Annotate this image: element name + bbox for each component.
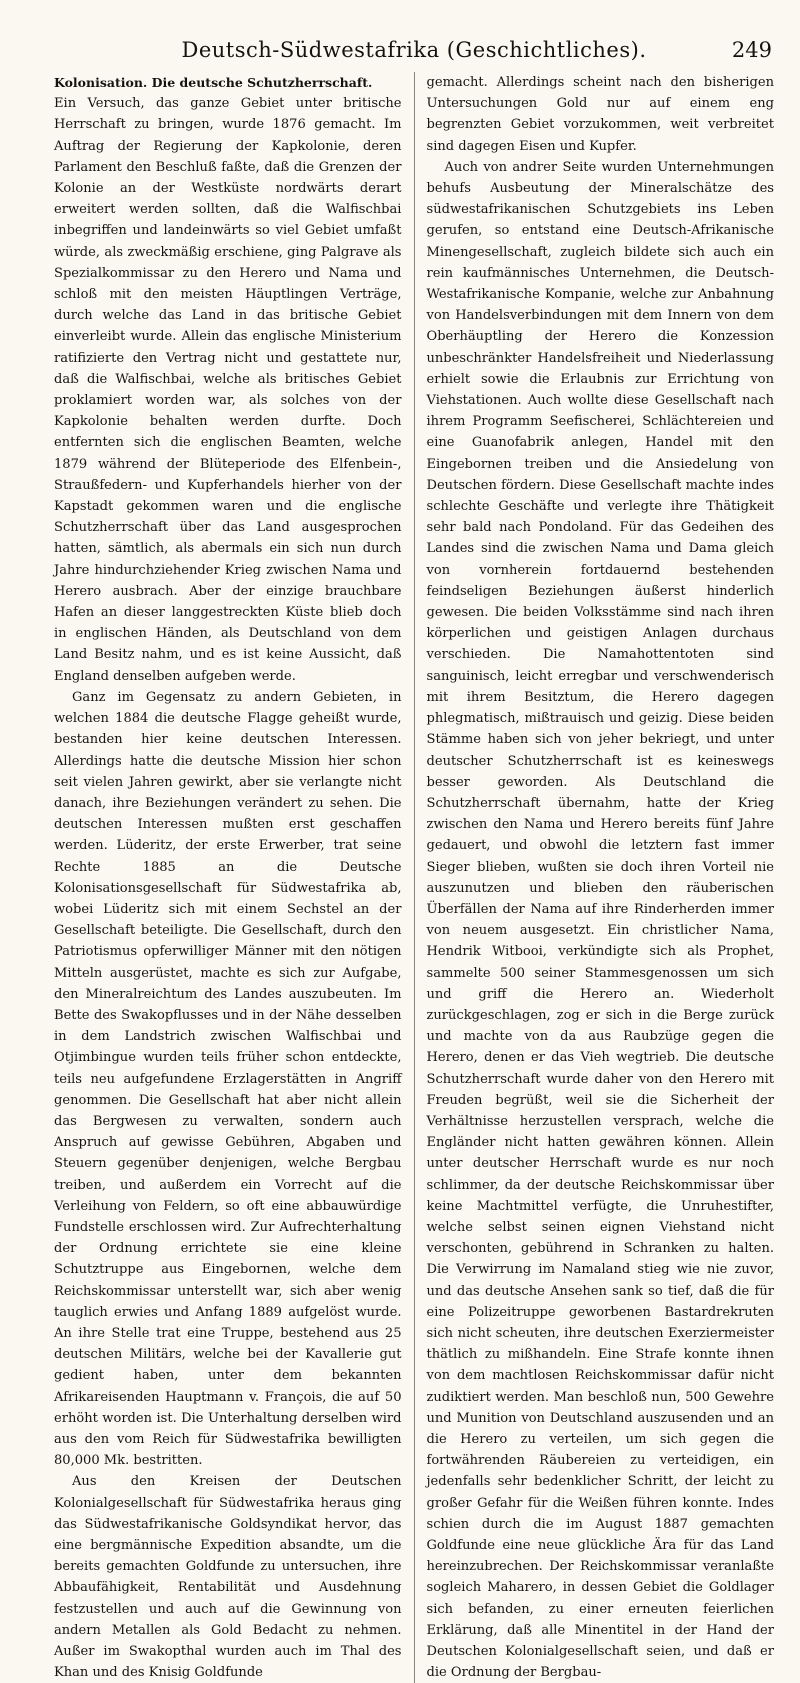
right-column [427, 72, 775, 1683]
paragraph: Ganz im Gegensatz zu andern Gebieten, in welchen 1884 die deutsche Flagge geheißt wurde, bestanden hier keine deutschen Interessen. Allerdings hatte die deutsche Mission hier schon seit vielen Jahren gewirkt, aber sie verlangte nicht danach, ihre Beziehungen verändert zu sehen. Die deutschen Interessen mußten erst geschaffen werden. Lüderitz, der erste Erwerber, trat seine Rechte 1885 an die Deutsche Kolonisationsgesellschaft für Südwestafrika ab, wobei Lüderitz sich mit einem Sechstel an der Gesellschaft beteiligte. Die Gesellschaft, durch den Patriotismus opferwilliger Männer mit den nötigen Mitteln ausgerüstet, machte es sich zur Aufgabe, den Mineralreichtum des Landes auszubeuten. Im Bette des Swakopflusses und in der Nähe desselben in dem Landstrich zwischen Walfischbai und Otjimbingue wurden teils früher schon entdeckte, teils neu aufgefundene Erzlagerstätten in Angriff genommen. Die Gesellschaft hat aber nicht allein das Bergwesen zu verwalten, sondern auch Anspruch auf gewisse Gebühren, Abgaben und Steuern gegenüber denjenigen, welche Bergbau treiben, und außerdem ein Vorrecht auf die Verleihung von Feldern, so oft eine abbauwürdige Fundstelle erschlossen wird. Zur Aufrechterhaltung der Ordnung errichtete sie eine kleine Schutztruppe aus Eingebornen, welche dem Reichskommissar unterstellt war, sich aber wenig tauglich erwies und Anfang 1889 aufgelöst wurde. An ihre Stelle trat eine Truppe, bestehend aus 25 deutschen Militärs, welche bei der Kavallerie gut gedient haben, unter dem bekannten Afrikareisenden Hauptmann v. François, die auf 50 erhöht worden ist. Die Unterhaltung derselben wird aus den vom Reich für Südwestafrika bewilligten 80,000 Mk. bestritten. [54, 689, 402, 1469]
column-divider [414, 72, 415, 1683]
paragraph: gemacht. Allerdings scheint nach den bisherigen Untersuchungen Gold nur auf einem eng begrenzten Gebiet vorzukommen, weit verbreitet sind dagegen Eisen und Kupfer. [426, 75, 774, 154]
section-heading: Kolonisation. Die deutsche Schutzherrschaft. [54, 75, 373, 90]
running-title: Deutsch-Südwestafrika (Geschichtliches). [181, 38, 647, 62]
page-number: 249 [731, 38, 772, 62]
left-column [54, 72, 402, 1683]
two-column-body [54, 72, 774, 1683]
paragraph: Aus den Kreisen der Deutschen Kolonialgesellschaft für Südwestafrika heraus ging das Südwestafrikanische Goldsyndikat hervor, das eine bergmännische Expedition absandte, um die bereits gemachten Goldfunde zu untersuchen, ihre Abbaufähigkeit, Rentabilität und Ausdehnung festzustellen und auch auf die Gewinnung von andern Metallen als Gold Bedacht zu nehmen. Außer im Swakopthal wurden auch im Thal des Khan und des Knisig Goldfunde [54, 1474, 402, 1681]
paragraph: Ein Versuch, das ganze Gebiet unter britische Herrschaft zu bringen, wurde 1876 gemacht. Im Auftrag der Regierung der Kapkolonie, deren Parlament den Beschluß faßte, daß die Grenzen der Kolonie an der Westküste nordwärts derart erweitert werden sollten, daß die Walfischbai inbegriffen und landeinwärts so viel Gebiet umfaßt würde, als zweckmäßig erschiene, ging Palgrave als Spezialkommissar zu den Herero und Nama und schloß mit den meisten Häuptlingen Verträge, durch welche das Land in das britische Gebiet einverleibt wurde. Allein das englische Ministerium ratifizierte den Vertrag nicht und gestattete nur, daß die Walfischbai, welche als britisches Gebiet proklamiert worden war, als solches von der Kapkolonie behalten werden durfte. Doch entfernten sich die englischen Beamten, welche 1879 während der Blüteperiode des Elfenbein-, Straußfedern- und Kupferhandels hierher von der Kapstadt gekommen waren und die englische Schutzherrschaft über das Land ausgesprochen hatten, sämtlich, als abermals ein sich nun durch Jahre hindurchziehender Krieg zwischen Nama und Herero ausbrach. Aber der einzige brauchbare Hafen an dieser langgestreckten Küste blieb doch in englischen Händen, als Deutschland von dem Land Besitz nahm, und es ist keine Aussicht, daß England denselben aufgeben werde. [54, 96, 402, 684]
paragraph: Auch von andrer Seite wurden Unternehmungen behufs Ausbeutung der Mineralschätze des südwestafrikanischen Schutzgebiets ins Leben gerufen, so entstand eine Deutsch-Afrikanische Minengesellschaft, zugleich bildete sich auch ein rein kaufmännisches Unternehmen, die Deutsch-Westafrikanische Kompanie, welche zur Anbahnung von Handelsverbindungen mit dem Innern von dem Oberhäuptling der Herero die Konzession unbeschränkter Handelsfreiheit und Niederlassung erhielt sowie die Erlaubnis zur Errichtung von Viehstationen. Auch wollte diese Gesellschaft nach ihrem Programm Seefischerei, Schlächtereien und eine Guanofabrik anlegen, Handel mit den Eingebornen treiben und die Ansiedelung von Deutschen fördern. Diese Gesellschaft machte indes schlechte Geschäfte und verlegte ihre Thätigkeit sehr bald nach Pondoland. Für das Gedeihen des Landes sind die zwischen Nama und Dama gleich von vornherein fortdauernd bestehenden feindseligen Beziehungen äußerst hinderlich gewesen. Die beiden Volksstämme sind nach ihren körperlichen und geistigen Anlagen durchaus verschieden. Die Namahottentoten sind sanguinisch, leicht erregbar und verschwenderisch mit ihrem Besitztum, die Herero dagegen phlegmatisch, mißtrauisch und geizig. Diese beiden Stämme haben sich von jeher bekriegt, und unter deutscher Schutzherrschaft ist es keineswegs besser geworden. Als Deutschland die Schutzherrschaft übernahm, hatte der Krieg zwischen den Nama und Herero bereits fünf Jahre gedauert, und obwohl die letztern fast immer Sieger blieben, wußten sie doch ihren Vorteil nie auszunutzen und blieben den räuberischen Überfällen der Nama auf ihre Rinderherden immer von neuem ausgesetzt. Ein christlicher Nama, Hendrik Witbooi, verkündigte sich als Prophet, sammelte 500 seiner Stammesgenossen um sich und griff die Herero an. Wiederholt zurückgeschlagen, zog er sich in die Berge zurück und machte von da aus Raubzüge gegen die Herero, denen er das Vieh wegtrieb. Die deutsche Schutzherrschaft wurde daher von den Herero mit Freuden begrüßt, weil sie die Sicherheit der Verhältnisse herzustellen versprach, welche die Engländer nicht hatten gewähren können. Allein unter deutscher Herrschaft wurde es nur noch schlimmer, da der deutsche Reichskommissar über keine Machtmittel verfügte, die Unruhestifter, welche selbst seinen eignen Viehstand nicht verschonten, gebührend in Schranken zu halten. Die Verwirrung im Namaland stieg wie nie zuvor, und das deutsche Ansehen sank so tief, daß die für eine Polizeitruppe geworbenen Bastardrekruten sich nicht scheuten, ihre deutschen Exerziermeister thätlich zu mißhandeln. Eine Strafe konnte ihnen von dem machtlosen Reichskommissar dafür nicht zudiktiert werden. Man beschloß nun, 500 Gewehre und Munition von Deutschland auszusenden und an die Herero zu verteilen, um sich gegen die fortwährenden Räubereien zu verteidigen, ein jedenfalls sehr bedenklicher Schritt, der leicht zu großer Gefahr für die Weißen führen konnte. Indes schien durch die im August 1887 gemachten Goldfunde eine neue glückliche Ära für das Land hereinzubrechen. Der Reichskommissar veranlaßte sogleich Maharero, in dessen Gebiet die Goldlager sich befanden, zu einer erneuten feierlichen Erklärung, daß alle Minentitel in der Hand der Deutschen Kolonialgesellschaft seien, und daß er die Ordnung der Bergbau- [426, 159, 774, 1681]
page-header [54, 38, 774, 72]
